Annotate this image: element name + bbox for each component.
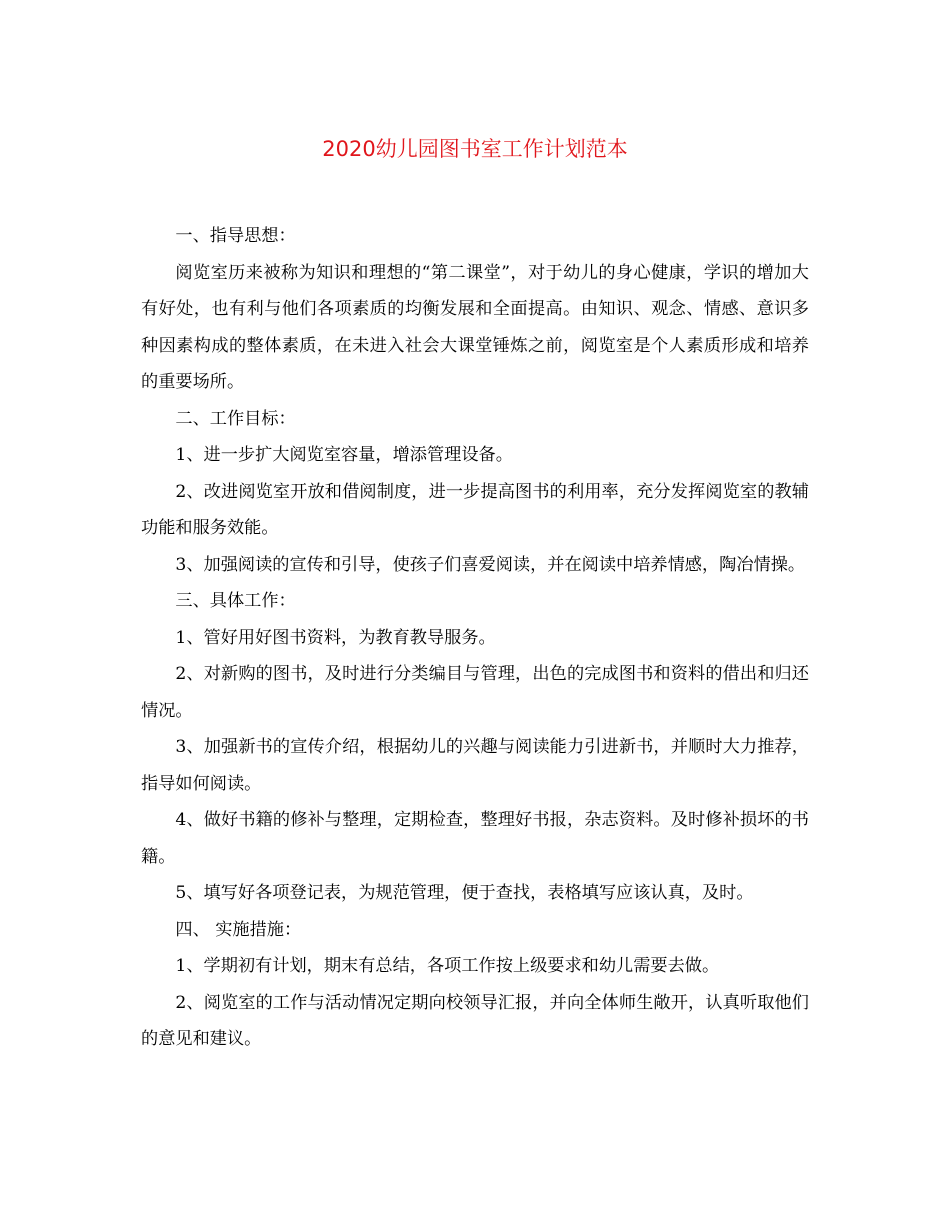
measure-item-2: 2、阅览室的工作与活动情况定期向校领导汇报，并向全体师生敞开，认真听取他们的意见和建议。: [141, 992, 809, 1049]
document-body: [141, 218, 809, 1058]
work-item-1: 1、管好用好图书资料，为教育教导服务。: [175, 627, 496, 648]
section-heading-work-goals: 二、工作目标：: [175, 408, 296, 429]
work-item-3: 3、加强新书的宣传介绍，根据幼儿的兴趣与阅读能力引进新书，并顺时大力推荐，指导如何阅读。: [141, 737, 809, 794]
section-heading-guiding-thought: 一、指导思想：: [175, 226, 296, 246]
work-item-5: 5、填写好各项登记表，为规范管理，便于查找，表格填写应该认真，及时。: [175, 883, 754, 903]
section-heading-measures: 四、 实施措施：: [175, 919, 302, 940]
paragraph-guiding-thought: 阅览室历来被称为知识和理想的“第二课堂”，对于幼儿的身心健康，学识的增加大有好处，也有利与他们各项素质的均衡发展和全面提高。由知识、观念、情感、意识多种因素构成的整体素质，在未进入社会大课堂锤炼之前，阅览室是个人素质形成和培养的重要场所。: [141, 262, 809, 392]
document-title: 2020幼儿园图书室工作计划范本: [322, 137, 628, 161]
work-item-2: 2、对新购的图书，及时进行分类编目与管理，出色的完成图书和资料的借出和归还情况。: [141, 664, 809, 721]
goal-item-1: 1、进一步扩大阅览室容量，增添管理设备。: [175, 445, 513, 465]
goal-item-2: 2、改进阅览室开放和借阅制度，进一步提高图书的利用率，充分发挥阅览室的教辅功能和服务效能。: [141, 481, 809, 538]
section-heading-specific-work: 三、具体工作：: [175, 591, 296, 611]
work-item-4: 4、做好书籍的修补与整理，定期检查，整理好书报，杂志资料。及时修补损坏的书籍。: [141, 810, 809, 867]
measure-item-1: 1、学期初有计划，期末有总结，各项工作按上级要求和幼儿需要去做。: [175, 956, 720, 976]
goal-item-3: 3、加强阅读的宣传和引导，使孩子们喜爱阅读，并在阅读中培养情感，陶冶情操。: [175, 554, 806, 575]
